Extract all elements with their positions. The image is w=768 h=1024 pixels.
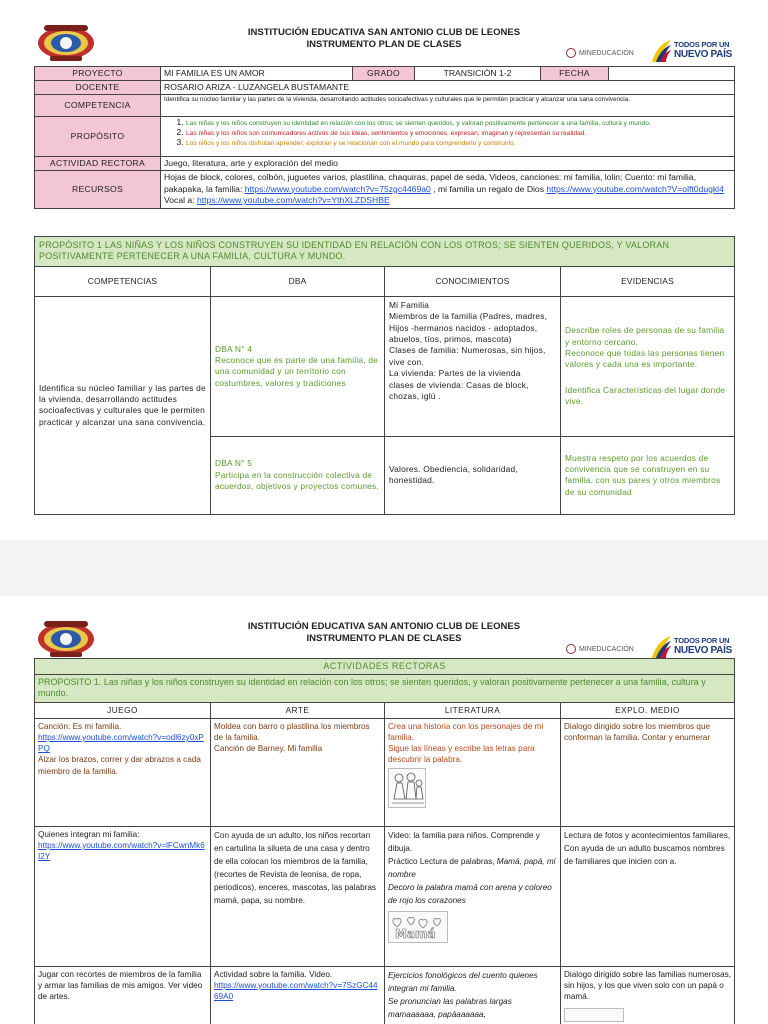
todos-line2: NUEVO PAÍS [674, 645, 732, 656]
col-conocimientos: CONOCIMIENTOS [385, 266, 561, 296]
todos-line1: TODOS POR UN [674, 40, 730, 49]
seal-icon [566, 644, 576, 654]
project-info-table [34, 66, 735, 209]
document-subtitle: INSTRUMENTO PLAN DE CLASES [306, 39, 462, 50]
r3-explo-text: Dialogo dirigido sobre las familias numerosas, sin hijos, y los que viven solo con un papá o mamá. [564, 969, 732, 1002]
r2-juego-cell [35, 826, 211, 966]
conocimientos-cell-1 [385, 296, 561, 436]
list-item: clases de vivienda: Casas de block, chozas, iglú . [389, 379, 529, 402]
page-header [0, 596, 768, 660]
recursos-label: RECURSOS [35, 171, 161, 209]
recursos-text-1: Hojas de block, colores, colbón, juguetes varios, plastilina, chaquiras, papel de seda, Videos, canciones: mi familia, lolin; Cuento: mi familia, pakapaka, la familia: [164, 172, 696, 194]
proposito-label: PROPÓSITO [35, 117, 161, 157]
r3-lit-text-b: Se pronuncian las palabras largas mamaaaaaa, papáaaaaaa, [388, 996, 512, 1019]
r1-juego-cell [35, 718, 211, 826]
evidencia-1b: Reconoce que todas las personas tienen valores y cada una es importante. [565, 347, 725, 370]
evidencia-1c: Identifica Características del lugar donde vive. [565, 384, 726, 407]
r3-arte-text: Actividad sobre la familia. Video. [214, 969, 333, 979]
dba5-text: Participa en la construcción colectiva de acuerdos, objetivos y proyectos comunes. [215, 469, 379, 492]
mineducacion-text: MINEDUCACIÓN [579, 49, 634, 57]
document-subtitle: INSTRUMENTO PLAN DE CLASES [306, 633, 462, 644]
institution-name: INSTITUCIÓN EDUCATIVA SAN ANTONIO CLUB DE LEONES [247, 621, 521, 632]
r2-explo-cell: Lectura de fotos y acontecimientos familiares, Con ayuda de un adulto buscamos nombres de familiares que inicien con a. [561, 826, 735, 966]
conocimientos-cell-2: Valores. Obediencia, solidaridad, honestidad. [385, 436, 561, 514]
actividad-label: ACTIVIDAD RECTORA [35, 157, 161, 171]
col-dba: DBA [211, 266, 385, 296]
todos-line1: TODOS POR UN [674, 636, 730, 645]
dba4-title: DBA N° 4 [215, 343, 253, 354]
recursos-link-3[interactable]: https://www.youtube.com/watch?v=YthXLZDSHBE [196, 195, 390, 205]
mineducacion-logo [566, 642, 634, 656]
r3-arte-cell [211, 966, 385, 1024]
col-competencias: COMPETENCIAS [35, 266, 211, 296]
row-actividad [35, 157, 735, 171]
recursos-link-1[interactable]: https://www.youtube.com/watch?v=75zgc4469a0 [244, 183, 431, 194]
activities-heading-row [35, 659, 735, 675]
proposito-item-1: 1. Las niñas y los niños construyen su identidad en relación con los otros; se sienten queridos, y valoran positivamente pertenecer a una familia, cultura y mundo. [186, 118, 731, 128]
proposito-item-2: 2. Las niñas y los niños son comunicadores activos de sus ideas, sentimientos y emociones; expresan, imaginan y representan su realidad. [186, 128, 731, 138]
r1-lit-text: Crea una historia con los personajes de mi familia. [388, 721, 544, 743]
evidencias-cell-1 [561, 296, 735, 436]
planning-table [34, 236, 735, 515]
col-arte: ARTE [211, 702, 385, 718]
row-docente [35, 81, 735, 95]
r1-arte-cell [211, 718, 385, 826]
table-row [35, 826, 735, 966]
r3-juego-cell: Jugar con recortes de miembros de la familia y armar las familias de mis amigos. Ver video de artes. [35, 966, 211, 1024]
actividad-value: Juego, literatura, arte y exploración del medio [161, 157, 735, 171]
dba5-cell [211, 436, 385, 514]
todos-por-un-nuevo-pais-logo [650, 38, 734, 64]
col-evidencias: EVIDENCIAS [561, 266, 735, 296]
proposito-item-3: 3. Los niños y los niños disfrutan aprender; exploran y se relacionan con el mundo para comprenderlo y construirlo. [186, 138, 731, 148]
r2-arte-cell: Con ayuda de un adulto, los niños recortan en cartulina la silueta de una casa y dentro de ella colocan los miembros de la familia, (recortes de Revista de leonisa, de ropa, periodicos), enceres, mascotas, las palabras mamá, papa, su nombre. [211, 826, 385, 966]
proposito-heading-row [35, 237, 735, 267]
table-row [35, 966, 735, 1024]
r2-literatura-cell [385, 826, 561, 966]
dba4-text: Reconoce que es parte de una familia, de una comunidad y un territorio con costumbres, valores y tradiciones [215, 354, 379, 388]
list-item: Miembros de la familia (Padres, madres, Hijos -hermanos nacidos - adoptados, abuelos, tíos, primos, mascota) [389, 311, 548, 345]
r3-arte-link[interactable]: https://www.youtube.com/watch?v=7SzGC4469A0 [214, 981, 378, 1002]
flag-swoosh-icon [650, 38, 672, 64]
r2-juego-text: Quienes integran mi familia: [38, 829, 140, 839]
activities-heading: ACTIVIDADES RECTORAS [35, 659, 735, 675]
fecha-label: FECHA [541, 67, 609, 81]
activities-proposito: PROPOSITO 1. Las niñas y los niños construyen su identidad en relación con los otros; se sienten queridos, y valoran positivamente pertenecer a una familia, cultura y mundo. [35, 675, 735, 702]
row-proyecto [35, 67, 735, 81]
r1-juego-link[interactable]: https://www.youtube.com/watch?v=odl6zy0xPPQ [38, 733, 204, 754]
proposito-list [164, 118, 731, 148]
competencia-cell: Identifica su núcleo familiar y las partes de la vivienda, desarrollando actitudes socioafectivas y culturales que le permiten practicar y alcanzar una sana convivencia. [35, 296, 211, 514]
mineducacion-text: MINEDUCACIÓN [579, 645, 634, 653]
mama-outline-word: Mamá [395, 926, 436, 941]
activities-proposito-row [35, 675, 735, 702]
r2-lit-words: Mamá, papá, mi nombre [388, 856, 556, 879]
r3-lit-text: Ejercicios fonológicos del cuento quienes integran mi familia. [388, 970, 538, 993]
r1-juego-text: Canción: Es mi familia. [38, 721, 122, 731]
row-proposito [35, 117, 735, 157]
activities-table [34, 658, 735, 1024]
row-competencia [35, 95, 735, 117]
col-literatura: LITERATURA [385, 702, 561, 718]
dba4-cell [211, 296, 385, 436]
r1-explo-cell: Dialogo dirigido sobre los miembros que conforman la familia. Contar y enumerar [561, 718, 735, 826]
r2-lit-practice [388, 855, 557, 881]
r1-arte-text: Moldea con barro o plastilina los miembros de la familia. [214, 721, 370, 743]
r2-lit-text: Video: la familia para niños. Comprende y dibuja. [388, 830, 540, 853]
grado-label: GRADO [353, 67, 415, 81]
list-item: Clases de familia: Numerosas, sin hijos, vive con. [389, 345, 546, 367]
dba5-title: DBA N° 5 [215, 458, 253, 469]
recursos-text-3: Vocal a: [164, 195, 197, 205]
recursos-value [161, 171, 735, 209]
flag-swoosh-icon [650, 634, 672, 660]
r3-explo-cell [561, 966, 735, 1024]
recursos-text-2: , mi familia un regalo de Dios [430, 183, 547, 194]
competencia-label: COMPETENCIA [35, 95, 161, 117]
r1-literatura-cell [385, 718, 561, 826]
grado-value: TRANSICIÓN 1-2 [415, 67, 541, 81]
family-photo-image [564, 1008, 624, 1022]
proposito-list-cell [161, 117, 735, 157]
mineducacion-logo [566, 46, 634, 60]
table-row [35, 296, 735, 436]
list-item: Mi Familia [389, 299, 430, 310]
page-2 [0, 596, 768, 1024]
row-recursos [35, 171, 735, 209]
todos-line2: NUEVO PAÍS [674, 49, 732, 60]
r2-lit-text-b: Práctico Lectura de palabras, [388, 856, 495, 866]
list-item: La vivienda: Partes de la vivienda [389, 368, 521, 379]
institution-name: INSTITUCIÓN EDUCATIVA SAN ANTONIO CLUB DE LEONES [247, 27, 521, 38]
competencia-value: Identifica su núcleo familiar y las partes de la vivienda, desarrollando actitudes socioafectivas y culturales que le permiten practicar y alcanzar una sana convivencia. [161, 95, 735, 117]
table-row [35, 718, 735, 826]
evidencia-1a: Describe roles de personas de su familia y entorno cercano. [565, 325, 725, 347]
todos-por-un-nuevo-pais-logo [650, 634, 734, 660]
proposito-heading: PROPÓSITO 1 LAS NIÑAS Y LOS NIÑOS CONSTRUYEN SU IDENTIDAD EN RELACIÓN CON LOS OTROS; SE SIENTEN QUERIDOS, Y VALORAN POSITIVAMENTE PERTENECER A UNA FAMILIA, CULTURA Y MUNDO. [35, 237, 735, 267]
docente-value: ROSARIO ARIZA - LUZANGELA BUSTAMANTE [161, 81, 735, 95]
page-header [0, 0, 768, 64]
docente-label: DOCENTE [35, 81, 161, 95]
mama-hearts-image [388, 911, 448, 943]
r1-arte-text-b: Canción de Barney. Mi familia [214, 744, 323, 754]
col-juego: JUEGO [35, 702, 211, 718]
recursos-link-2[interactable]: https://www.youtube.com/watch?V=olft0dugkl4 [546, 183, 724, 194]
proyecto-value: MI FAMILIA ES UN AMOR [161, 67, 353, 81]
r1-juego-text-b: Alzar los brazos, correr y dar abrazos a cada miembro de la familia. [38, 755, 201, 776]
proyecto-label: PROYECTO [35, 67, 161, 81]
family-drawing-image [388, 768, 426, 808]
r2-lit-text-c: Decoro la palabra mamá con arena y coloreo de rojo los corazones [388, 882, 552, 905]
col-explo-medio: EXPLO. MEDIO [561, 702, 735, 718]
fecha-value [609, 67, 735, 81]
evidencias-cell-2: Muestra respeto por los acuerdos de convivencia que se construyen en su familia, con sus pares y otros miembros de su comunidad [561, 436, 735, 514]
seal-icon [566, 48, 576, 58]
r1-lit-text-b: Sigue las líneas y escribe las letras para descubrir la palabra. [388, 744, 535, 765]
activities-column-header-row [35, 702, 735, 718]
column-header-row [35, 266, 735, 296]
r3-literatura-cell [385, 966, 561, 1024]
r2-juego-link[interactable]: https://www.youtube.com/watch?v=lFCwnMk6I2Y [38, 841, 205, 862]
